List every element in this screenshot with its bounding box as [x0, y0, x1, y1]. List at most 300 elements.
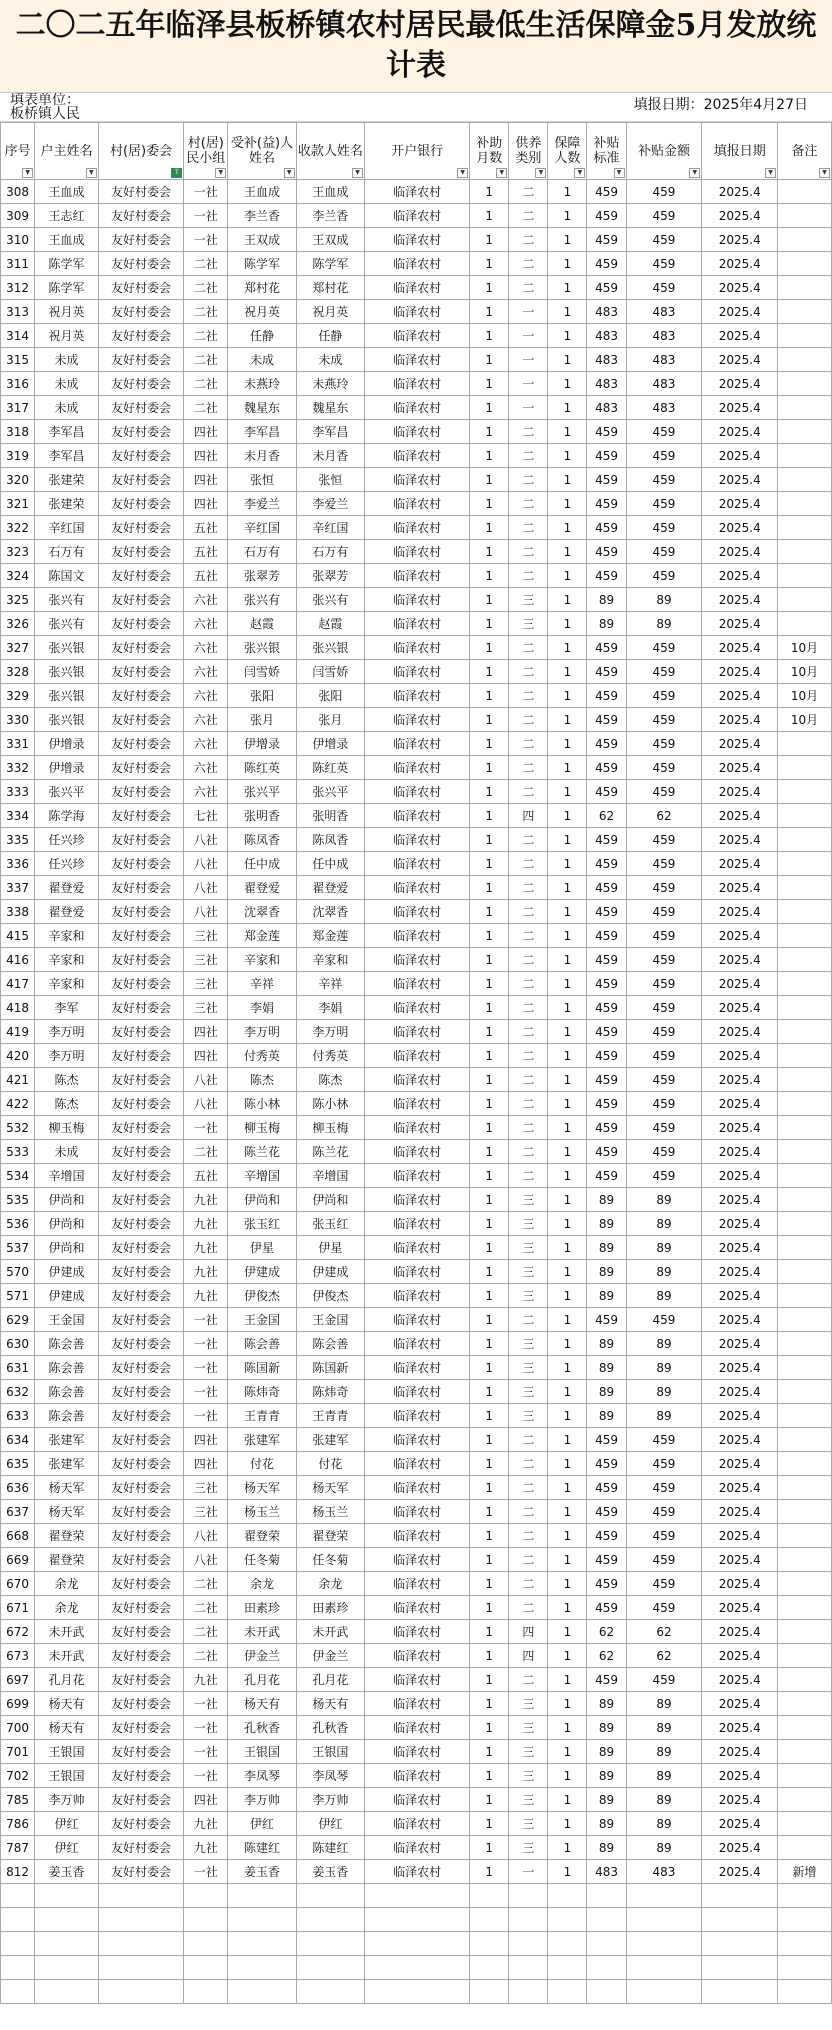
cell-standard[interactable]: 459 [587, 1044, 626, 1068]
col-header-seq[interactable]: 序号 ▼ [1, 123, 35, 180]
cell-amount[interactable]: 459 [626, 228, 702, 252]
cell-village[interactable]: 友好村委会 [98, 468, 184, 492]
empty-cell[interactable] [365, 1956, 470, 1980]
cell-village[interactable]: 友好村委会 [98, 1188, 184, 1212]
cell-remark[interactable] [778, 780, 832, 804]
cell-seq[interactable]: 326 [1, 612, 35, 636]
cell-village[interactable]: 友好村委会 [98, 804, 184, 828]
empty-cell[interactable] [702, 1908, 778, 1932]
cell-seq[interactable]: 311 [1, 252, 35, 276]
cell-beneficiary[interactable]: 沈翠香 [228, 900, 296, 924]
cell-amount[interactable]: 483 [626, 348, 702, 372]
cell-beneficiary[interactable]: 陈学军 [228, 252, 296, 276]
empty-cell[interactable] [509, 1956, 548, 1980]
empty-cell[interactable] [228, 1884, 296, 1908]
cell-seq[interactable]: 532 [1, 1116, 35, 1140]
col-header-beneficiary[interactable]: 受补(益)人姓名 ▼ [228, 123, 296, 180]
cell-category[interactable]: 二 [509, 852, 548, 876]
cell-group[interactable]: 九社 [184, 1212, 228, 1236]
cell-persons[interactable]: 1 [548, 1212, 587, 1236]
cell-persons[interactable]: 1 [548, 324, 587, 348]
cell-standard[interactable]: 89 [587, 1692, 626, 1716]
cell-persons[interactable]: 1 [548, 1284, 587, 1308]
cell-amount[interactable]: 89 [626, 1236, 702, 1260]
cell-category[interactable]: 一 [509, 372, 548, 396]
col-header-group[interactable]: 村(居)民小组 ▼ [184, 123, 228, 180]
cell-beneficiary[interactable]: 张阳 [228, 684, 296, 708]
cell-householder[interactable]: 余龙 [35, 1596, 99, 1620]
cell-amount[interactable]: 459 [626, 876, 702, 900]
cell-payee[interactable]: 伊金兰 [296, 1644, 364, 1668]
cell-date[interactable]: 2025.4 [702, 1692, 778, 1716]
cell-remark[interactable] [778, 1140, 832, 1164]
cell-remark[interactable] [778, 876, 832, 900]
cell-remark[interactable] [778, 228, 832, 252]
col-header-persons[interactable]: 保障人数 ▼ [548, 123, 587, 180]
cell-beneficiary[interactable]: 辛祥 [228, 972, 296, 996]
cell-persons[interactable]: 1 [548, 1476, 587, 1500]
cell-beneficiary[interactable]: 石万有 [228, 540, 296, 564]
cell-seq[interactable]: 338 [1, 900, 35, 924]
cell-amount[interactable]: 89 [626, 1332, 702, 1356]
cell-persons[interactable]: 1 [548, 1020, 587, 1044]
cell-seq[interactable]: 534 [1, 1164, 35, 1188]
cell-seq[interactable]: 334 [1, 804, 35, 828]
cell-payee[interactable]: 翟登荣 [296, 1524, 364, 1548]
cell-standard[interactable]: 459 [587, 1452, 626, 1476]
cell-date[interactable]: 2025.4 [702, 876, 778, 900]
cell-remark[interactable] [778, 1260, 832, 1284]
cell-date[interactable]: 2025.4 [702, 1020, 778, 1044]
cell-householder[interactable]: 余龙 [35, 1572, 99, 1596]
cell-beneficiary[interactable]: 余龙 [228, 1572, 296, 1596]
cell-date[interactable]: 2025.4 [702, 1044, 778, 1068]
cell-group[interactable]: 四社 [184, 420, 228, 444]
cell-village[interactable]: 友好村委会 [98, 276, 184, 300]
cell-remark[interactable]: 10月 [778, 636, 832, 660]
cell-date[interactable]: 2025.4 [702, 732, 778, 756]
cell-persons[interactable]: 1 [548, 588, 587, 612]
cell-remark[interactable] [778, 348, 832, 372]
cell-persons[interactable]: 1 [548, 876, 587, 900]
cell-seq[interactable]: 320 [1, 468, 35, 492]
col-header-category[interactable]: 供养类别 ▼ [509, 123, 548, 180]
cell-bank[interactable]: 临泽农村 [365, 612, 470, 636]
cell-beneficiary[interactable]: 翟登荣 [228, 1524, 296, 1548]
cell-village[interactable]: 友好村委会 [98, 228, 184, 252]
cell-village[interactable]: 友好村委会 [98, 876, 184, 900]
cell-standard[interactable]: 459 [587, 1476, 626, 1500]
cell-amount[interactable]: 459 [626, 756, 702, 780]
cell-seq[interactable]: 787 [1, 1836, 35, 1860]
cell-payee[interactable]: 田素珍 [296, 1596, 364, 1620]
cell-date[interactable]: 2025.4 [702, 708, 778, 732]
cell-remark[interactable]: 10月 [778, 708, 832, 732]
cell-date[interactable]: 2025.4 [702, 636, 778, 660]
cell-householder[interactable]: 张建荣 [35, 492, 99, 516]
cell-seq[interactable]: 637 [1, 1500, 35, 1524]
cell-village[interactable]: 友好村委会 [98, 1740, 184, 1764]
cell-date[interactable]: 2025.4 [702, 996, 778, 1020]
cell-seq[interactable]: 312 [1, 276, 35, 300]
cell-householder[interactable]: 姜玉香 [35, 1860, 99, 1884]
cell-group[interactable]: 三社 [184, 948, 228, 972]
empty-cell[interactable] [702, 1884, 778, 1908]
cell-seq[interactable]: 634 [1, 1428, 35, 1452]
cell-seq[interactable]: 314 [1, 324, 35, 348]
cell-beneficiary[interactable]: 田素珍 [228, 1596, 296, 1620]
cell-group[interactable]: 七社 [184, 804, 228, 828]
cell-standard[interactable]: 62 [587, 1620, 626, 1644]
cell-group[interactable]: 六社 [184, 636, 228, 660]
cell-months[interactable]: 1 [470, 1716, 509, 1740]
cell-beneficiary[interactable]: 郑金莲 [228, 924, 296, 948]
cell-village[interactable]: 友好村委会 [98, 1644, 184, 1668]
empty-cell[interactable] [1, 1980, 35, 2004]
cell-village[interactable]: 友好村委会 [98, 1692, 184, 1716]
cell-months[interactable]: 1 [470, 1380, 509, 1404]
cell-group[interactable]: 二社 [184, 300, 228, 324]
cell-beneficiary[interactable]: 王青青 [228, 1404, 296, 1428]
cell-bank[interactable]: 临泽农村 [365, 1476, 470, 1500]
cell-months[interactable]: 1 [470, 588, 509, 612]
cell-village[interactable]: 友好村委会 [98, 540, 184, 564]
cell-standard[interactable]: 483 [587, 300, 626, 324]
cell-standard[interactable]: 459 [587, 180, 626, 204]
cell-months[interactable]: 1 [470, 1644, 509, 1668]
empty-cell[interactable] [296, 1980, 364, 2004]
cell-category[interactable]: 三 [509, 1788, 548, 1812]
cell-months[interactable]: 1 [470, 1284, 509, 1308]
col-header-payee[interactable]: 收款人姓名 ▼ [296, 123, 364, 180]
cell-category[interactable]: 二 [509, 180, 548, 204]
cell-category[interactable]: 二 [509, 468, 548, 492]
cell-persons[interactable]: 1 [548, 1116, 587, 1140]
cell-remark[interactable] [778, 948, 832, 972]
cell-bank[interactable]: 临泽农村 [365, 1092, 470, 1116]
cell-standard[interactable]: 459 [587, 204, 626, 228]
cell-payee[interactable]: 王青青 [296, 1404, 364, 1428]
cell-village[interactable]: 友好村委会 [98, 420, 184, 444]
cell-bank[interactable]: 临泽农村 [365, 684, 470, 708]
cell-bank[interactable]: 临泽农村 [365, 204, 470, 228]
cell-persons[interactable]: 1 [548, 924, 587, 948]
cell-seq[interactable]: 536 [1, 1212, 35, 1236]
cell-persons[interactable]: 1 [548, 1452, 587, 1476]
filter-dropdown-icon[interactable]: ▼ [352, 168, 363, 178]
cell-householder[interactable]: 任兴珍 [35, 852, 99, 876]
cell-amount[interactable]: 89 [626, 1812, 702, 1836]
cell-remark[interactable] [778, 828, 832, 852]
cell-group[interactable]: 二社 [184, 1596, 228, 1620]
cell-payee[interactable]: 王金国 [296, 1308, 364, 1332]
cell-village[interactable]: 友好村委会 [98, 1788, 184, 1812]
cell-remark[interactable] [778, 1380, 832, 1404]
cell-bank[interactable]: 临泽农村 [365, 1692, 470, 1716]
cell-remark[interactable] [778, 732, 832, 756]
cell-category[interactable]: 二 [509, 1476, 548, 1500]
cell-date[interactable]: 2025.4 [702, 612, 778, 636]
empty-cell[interactable] [228, 1980, 296, 2004]
cell-months[interactable]: 1 [470, 1452, 509, 1476]
cell-bank[interactable]: 临泽农村 [365, 372, 470, 396]
empty-cell[interactable] [228, 1908, 296, 1932]
cell-remark[interactable] [778, 444, 832, 468]
cell-payee[interactable]: 辛家和 [296, 948, 364, 972]
cell-remark[interactable] [778, 492, 832, 516]
cell-persons[interactable]: 1 [548, 1236, 587, 1260]
cell-group[interactable]: 六社 [184, 588, 228, 612]
cell-standard[interactable]: 459 [587, 1668, 626, 1692]
cell-remark[interactable] [778, 1236, 832, 1260]
cell-months[interactable]: 1 [470, 372, 509, 396]
cell-beneficiary[interactable]: 姜玉香 [228, 1860, 296, 1884]
cell-months[interactable]: 1 [470, 420, 509, 444]
empty-cell[interactable] [626, 1956, 702, 1980]
cell-category[interactable]: 二 [509, 564, 548, 588]
cell-seq[interactable]: 670 [1, 1572, 35, 1596]
cell-householder[interactable]: 李军昌 [35, 444, 99, 468]
cell-householder[interactable]: 陈学军 [35, 276, 99, 300]
cell-bank[interactable]: 临泽农村 [365, 1164, 470, 1188]
cell-village[interactable]: 友好村委会 [98, 1116, 184, 1140]
cell-standard[interactable]: 459 [587, 924, 626, 948]
cell-payee[interactable]: 任静 [296, 324, 364, 348]
cell-beneficiary[interactable]: 辛增国 [228, 1164, 296, 1188]
cell-village[interactable]: 友好村委会 [98, 1716, 184, 1740]
cell-beneficiary[interactable]: 张明香 [228, 804, 296, 828]
cell-group[interactable]: 一社 [184, 228, 228, 252]
cell-beneficiary[interactable]: 未燕玲 [228, 372, 296, 396]
cell-months[interactable]: 1 [470, 1788, 509, 1812]
cell-amount[interactable]: 459 [626, 636, 702, 660]
cell-householder[interactable]: 陈杰 [35, 1092, 99, 1116]
col-header-remark[interactable]: 备注 ▼ [778, 123, 832, 180]
cell-beneficiary[interactable]: 李爱兰 [228, 492, 296, 516]
cell-amount[interactable]: 459 [626, 900, 702, 924]
empty-cell[interactable] [184, 1980, 228, 2004]
cell-amount[interactable]: 459 [626, 1596, 702, 1620]
cell-date[interactable]: 2025.4 [702, 780, 778, 804]
cell-persons[interactable]: 1 [548, 204, 587, 228]
cell-standard[interactable]: 459 [587, 900, 626, 924]
cell-months[interactable]: 1 [470, 1140, 509, 1164]
cell-seq[interactable]: 331 [1, 732, 35, 756]
cell-remark[interactable] [778, 1548, 832, 1572]
cell-months[interactable]: 1 [470, 180, 509, 204]
cell-category[interactable]: 三 [509, 1260, 548, 1284]
cell-group[interactable]: 一社 [184, 1308, 228, 1332]
cell-standard[interactable]: 89 [587, 1212, 626, 1236]
cell-beneficiary[interactable]: 任中成 [228, 852, 296, 876]
cell-months[interactable]: 1 [470, 276, 509, 300]
cell-householder[interactable]: 辛红国 [35, 516, 99, 540]
active-filter-icon[interactable]: T [171, 168, 182, 178]
cell-group[interactable]: 二社 [184, 1620, 228, 1644]
cell-persons[interactable]: 1 [548, 1044, 587, 1068]
cell-standard[interactable]: 459 [587, 468, 626, 492]
cell-months[interactable]: 1 [470, 1692, 509, 1716]
cell-group[interactable]: 二社 [184, 1140, 228, 1164]
cell-seq[interactable]: 701 [1, 1740, 35, 1764]
cell-amount[interactable]: 459 [626, 1068, 702, 1092]
cell-category[interactable]: 一 [509, 300, 548, 324]
cell-group[interactable]: 五社 [184, 1164, 228, 1188]
cell-category[interactable]: 二 [509, 996, 548, 1020]
cell-village[interactable]: 友好村委会 [98, 372, 184, 396]
cell-householder[interactable]: 陈学军 [35, 252, 99, 276]
cell-village[interactable]: 友好村委会 [98, 1284, 184, 1308]
cell-category[interactable]: 二 [509, 1020, 548, 1044]
cell-amount[interactable]: 89 [626, 1380, 702, 1404]
cell-village[interactable]: 友好村委会 [98, 1428, 184, 1452]
cell-date[interactable]: 2025.4 [702, 1140, 778, 1164]
cell-standard[interactable]: 459 [587, 1500, 626, 1524]
cell-householder[interactable]: 张兴有 [35, 588, 99, 612]
cell-bank[interactable]: 临泽农村 [365, 540, 470, 564]
cell-village[interactable]: 友好村委会 [98, 1236, 184, 1260]
cell-beneficiary[interactable]: 杨天有 [228, 1692, 296, 1716]
cell-householder[interactable]: 杨天军 [35, 1500, 99, 1524]
cell-months[interactable]: 1 [470, 804, 509, 828]
cell-householder[interactable]: 杨天有 [35, 1716, 99, 1740]
cell-payee[interactable]: 陈炜奇 [296, 1380, 364, 1404]
cell-months[interactable]: 1 [470, 516, 509, 540]
cell-standard[interactable]: 89 [587, 1260, 626, 1284]
cell-bank[interactable]: 临泽农村 [365, 660, 470, 684]
cell-remark[interactable] [778, 588, 832, 612]
cell-persons[interactable]: 1 [548, 732, 587, 756]
cell-months[interactable]: 1 [470, 1404, 509, 1428]
cell-bank[interactable]: 临泽农村 [365, 420, 470, 444]
cell-seq[interactable]: 636 [1, 1476, 35, 1500]
cell-remark[interactable] [778, 1068, 832, 1092]
cell-months[interactable]: 1 [470, 780, 509, 804]
cell-standard[interactable]: 459 [587, 636, 626, 660]
filter-dropdown-icon[interactable]: ▼ [284, 168, 295, 178]
cell-seq[interactable]: 333 [1, 780, 35, 804]
cell-standard[interactable]: 459 [587, 708, 626, 732]
cell-payee[interactable]: 张恒 [296, 468, 364, 492]
empty-cell[interactable] [296, 1908, 364, 1932]
cell-persons[interactable]: 1 [548, 1068, 587, 1092]
cell-months[interactable]: 1 [470, 1116, 509, 1140]
cell-remark[interactable] [778, 1716, 832, 1740]
empty-cell[interactable] [35, 1908, 99, 1932]
cell-beneficiary[interactable]: 张月 [228, 708, 296, 732]
cell-beneficiary[interactable]: 孔月花 [228, 1668, 296, 1692]
cell-seq[interactable]: 635 [1, 1452, 35, 1476]
cell-bank[interactable]: 临泽农村 [365, 732, 470, 756]
cell-group[interactable]: 九社 [184, 1836, 228, 1860]
cell-group[interactable]: 一社 [184, 1860, 228, 1884]
cell-bank[interactable]: 临泽农村 [365, 1836, 470, 1860]
cell-standard[interactable]: 459 [587, 276, 626, 300]
cell-bank[interactable]: 临泽农村 [365, 828, 470, 852]
cell-months[interactable]: 1 [470, 708, 509, 732]
cell-seq[interactable]: 316 [1, 372, 35, 396]
cell-village[interactable]: 友好村委会 [98, 684, 184, 708]
cell-date[interactable]: 2025.4 [702, 1092, 778, 1116]
cell-remark[interactable] [778, 204, 832, 228]
cell-bank[interactable]: 临泽农村 [365, 444, 470, 468]
cell-payee[interactable]: 王血成 [296, 180, 364, 204]
filter-dropdown-icon[interactable]: ▼ [215, 168, 226, 178]
cell-amount[interactable]: 459 [626, 1164, 702, 1188]
cell-householder[interactable]: 未开武 [35, 1620, 99, 1644]
cell-householder[interactable]: 张建军 [35, 1452, 99, 1476]
cell-seq[interactable]: 533 [1, 1140, 35, 1164]
cell-householder[interactable]: 张建军 [35, 1428, 99, 1452]
cell-persons[interactable]: 1 [548, 1308, 587, 1332]
cell-category[interactable]: 二 [509, 420, 548, 444]
cell-householder[interactable]: 祝月英 [35, 324, 99, 348]
cell-beneficiary[interactable]: 伊红 [228, 1812, 296, 1836]
cell-remark[interactable] [778, 1500, 832, 1524]
cell-amount[interactable]: 89 [626, 588, 702, 612]
cell-payee[interactable]: 辛祥 [296, 972, 364, 996]
cell-beneficiary[interactable]: 李凤琴 [228, 1764, 296, 1788]
cell-bank[interactable]: 临泽农村 [365, 1212, 470, 1236]
cell-payee[interactable]: 陈学军 [296, 252, 364, 276]
cell-amount[interactable]: 459 [626, 204, 702, 228]
cell-beneficiary[interactable]: 未月香 [228, 444, 296, 468]
cell-seq[interactable]: 786 [1, 1812, 35, 1836]
cell-payee[interactable]: 陈国新 [296, 1356, 364, 1380]
cell-seq[interactable]: 669 [1, 1548, 35, 1572]
cell-date[interactable]: 2025.4 [702, 180, 778, 204]
cell-remark[interactable] [778, 1692, 832, 1716]
cell-category[interactable]: 二 [509, 972, 548, 996]
cell-amount[interactable]: 89 [626, 1740, 702, 1764]
cell-beneficiary[interactable]: 张建军 [228, 1428, 296, 1452]
cell-payee[interactable]: 伊尚和 [296, 1188, 364, 1212]
cell-persons[interactable]: 1 [548, 540, 587, 564]
cell-payee[interactable]: 陈小林 [296, 1092, 364, 1116]
cell-beneficiary[interactable]: 王双成 [228, 228, 296, 252]
cell-village[interactable]: 友好村委会 [98, 324, 184, 348]
cell-group[interactable]: 六社 [184, 612, 228, 636]
cell-village[interactable]: 友好村委会 [98, 516, 184, 540]
cell-months[interactable]: 1 [470, 1836, 509, 1860]
cell-amount[interactable]: 459 [626, 1140, 702, 1164]
cell-seq[interactable]: 418 [1, 996, 35, 1020]
cell-seq[interactable]: 328 [1, 660, 35, 684]
cell-bank[interactable]: 临泽农村 [365, 492, 470, 516]
cell-amount[interactable]: 459 [626, 276, 702, 300]
cell-persons[interactable]: 1 [548, 756, 587, 780]
cell-category[interactable]: 二 [509, 252, 548, 276]
cell-months[interactable]: 1 [470, 1164, 509, 1188]
cell-remark[interactable] [778, 1812, 832, 1836]
cell-date[interactable]: 2025.4 [702, 1284, 778, 1308]
cell-persons[interactable]: 1 [548, 492, 587, 516]
cell-beneficiary[interactable]: 李万帅 [228, 1788, 296, 1812]
cell-village[interactable]: 友好村委会 [98, 588, 184, 612]
cell-standard[interactable]: 459 [587, 1548, 626, 1572]
cell-months[interactable]: 1 [470, 468, 509, 492]
cell-category[interactable]: 三 [509, 1716, 548, 1740]
cell-months[interactable]: 1 [470, 828, 509, 852]
cell-beneficiary[interactable]: 闫雪娇 [228, 660, 296, 684]
cell-standard[interactable]: 89 [587, 1716, 626, 1740]
cell-seq[interactable]: 421 [1, 1068, 35, 1092]
cell-months[interactable]: 1 [470, 1740, 509, 1764]
cell-village[interactable]: 友好村委会 [98, 1812, 184, 1836]
cell-householder[interactable]: 伊红 [35, 1836, 99, 1860]
cell-seq[interactable]: 335 [1, 828, 35, 852]
col-header-householder[interactable]: 户主姓名 ▼ [35, 123, 99, 180]
